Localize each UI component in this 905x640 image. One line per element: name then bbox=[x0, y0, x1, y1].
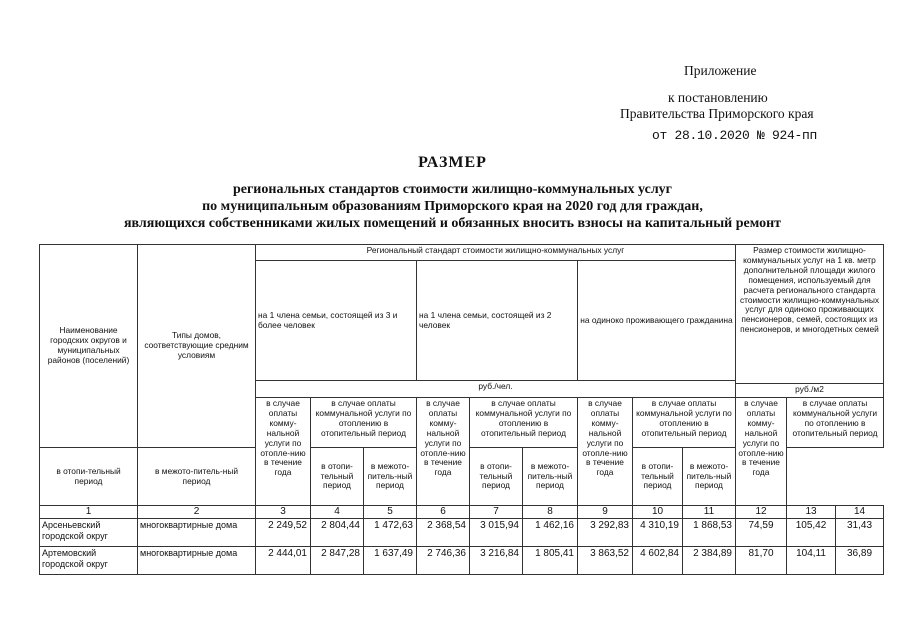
header-interheating-period: в межото-питель-ный период bbox=[364, 448, 417, 506]
column-index: 7 bbox=[470, 506, 523, 519]
header-year-heating: в случае оплаты комму-нальной услуги по отопле-нию в течение года bbox=[578, 398, 633, 506]
value-cell: 2 746,36 bbox=[417, 547, 470, 575]
standards-table bbox=[39, 244, 884, 575]
header-interheating-period: в межото-питель-ный период bbox=[523, 448, 578, 506]
header-period-heating: в случае оплаты коммунальной услуги по отоплению в отопительный период bbox=[311, 398, 417, 448]
column-index: 5 bbox=[364, 506, 417, 519]
value-cell: 2 384,89 bbox=[683, 547, 736, 575]
unit-rub-per-m2: руб./м2 bbox=[736, 384, 884, 398]
header-interheating-period: в межото-питель-ный период bbox=[683, 448, 736, 506]
column-index: 2 bbox=[138, 506, 256, 519]
column-index-row bbox=[40, 506, 884, 519]
value-cell: 4 310,19 bbox=[633, 519, 683, 547]
column-index: 13 bbox=[787, 506, 836, 519]
header-single-citizen: на одиноко проживающего гражданина bbox=[578, 261, 736, 381]
header-heating-period: в отопи-тельный период bbox=[633, 448, 683, 506]
header-year-heating: в случае оплаты комму-нальной услуги по отопле-нию в течение года bbox=[256, 398, 311, 506]
header-period-heating: в случае оплаты коммунальной услуги по отоплению в отопительный период bbox=[633, 398, 736, 448]
header-period-heating: в случае оплаты коммунальной услуги по отоплению в отопительный период bbox=[787, 398, 884, 448]
column-index: 3 bbox=[256, 506, 311, 519]
resolution-date-number: от 28.10.2020 № 924-пп bbox=[652, 128, 818, 143]
column-index: 4 bbox=[311, 506, 364, 519]
value-cell: 3 292,83 bbox=[578, 519, 633, 547]
value-cell: 2 804,44 bbox=[311, 519, 364, 547]
value-cell: 1 462,16 bbox=[523, 519, 578, 547]
value-cell: 2 847,28 bbox=[311, 547, 364, 575]
value-cell: 81,70 bbox=[736, 547, 787, 575]
value-cell: 74,59 bbox=[736, 519, 787, 547]
value-cell: 3 216,84 bbox=[470, 547, 523, 575]
unit-rub-per-person: руб./чел. bbox=[256, 381, 736, 398]
value-cell: 4 602,84 bbox=[633, 547, 683, 575]
column-index: 11 bbox=[683, 506, 736, 519]
document-subtitle-3: являющихся собственниками жилых помещений и обязанных вносить взносы на капитальный ремонт bbox=[123, 216, 782, 231]
resolution-ref: к постановлению bbox=[668, 90, 768, 105]
document-title: РАЗМЕР bbox=[418, 154, 487, 171]
value-cell: 1 868,53 bbox=[683, 519, 736, 547]
value-cell: 36,89 bbox=[836, 547, 884, 575]
value-cell: 105,42 bbox=[787, 519, 836, 547]
header-year-heating: в случае оплаты комму-нальной услуги по отопле-нию в течение года bbox=[736, 398, 787, 506]
header-year-heating: в случае оплаты комму-нальной услуги по отопле-нию в течение года bbox=[417, 398, 470, 506]
header-period-heating: в случае оплаты коммунальной услуги по отоплению в отопительный период bbox=[470, 398, 578, 448]
value-cell: 1 637,49 bbox=[364, 547, 417, 575]
column-index: 6 bbox=[417, 506, 470, 519]
document-subtitle-1: региональных стандартов стоимости жилищно-коммунальных услуг bbox=[232, 182, 673, 197]
table-row bbox=[40, 519, 884, 547]
column-index: 10 bbox=[633, 506, 683, 519]
value-cell: 3 863,52 bbox=[578, 547, 633, 575]
header-regional-standard: Региональный стандарт стоимости жилищно-коммунальных услуг bbox=[256, 245, 736, 261]
value-cell: 104,11 bbox=[787, 547, 836, 575]
value-cell: 2 368,54 bbox=[417, 519, 470, 547]
house-type: многоквартирные дома bbox=[138, 519, 256, 547]
header-interheating-period: в межото-питель-ный период bbox=[138, 448, 256, 506]
document-subtitle-2: по муниципальным образованиям Приморского края на 2020 год для граждан, bbox=[202, 199, 703, 214]
appendix-label: Приложение bbox=[684, 63, 757, 78]
municipality-name: Арсеньевский городской округ bbox=[40, 519, 138, 547]
municipality-name: Артемовский городской округ bbox=[40, 547, 138, 575]
value-cell: 3 015,94 bbox=[470, 519, 523, 547]
header-heating-period: в отопи-тельный период bbox=[311, 448, 364, 506]
header-additional-area-cost: Размер стоимости жилищно-коммунальных услуг на 1 кв. метр дополнительной площади жилого помещения, используемый для расчета регионального стандарта стоимости жилищно-коммунальных услуг для одиноко проживающих пенсионеров, семей, состоящих из пенсионеров, и многодетных семей bbox=[736, 245, 884, 384]
house-type: многоквартирные дома bbox=[138, 547, 256, 575]
header-heating-period: в отопи-тельный период bbox=[40, 448, 138, 506]
table-row bbox=[40, 547, 884, 575]
value-cell: 2 444,01 bbox=[256, 547, 311, 575]
value-cell: 2 249,52 bbox=[256, 519, 311, 547]
column-index: 12 bbox=[736, 506, 787, 519]
value-cell: 1 472,63 bbox=[364, 519, 417, 547]
column-index: 8 bbox=[523, 506, 578, 519]
header-heating-period: в отопи-тельный период bbox=[470, 448, 523, 506]
value-cell: 1 805,41 bbox=[523, 547, 578, 575]
column-index: 14 bbox=[836, 506, 884, 519]
government-ref: Правительства Приморского края bbox=[620, 106, 814, 121]
header-family-2: на 1 члена семьи, состоящей из 2 человек bbox=[417, 261, 578, 381]
column-index: 9 bbox=[578, 506, 633, 519]
column-index: 1 bbox=[40, 506, 138, 519]
header-house-type: Типы домов, соответствующие средним условиям bbox=[138, 245, 256, 448]
header-family-3plus: на 1 члена семьи, состоящей из 3 и более человек bbox=[256, 261, 417, 381]
value-cell: 31,43 bbox=[836, 519, 884, 547]
header-municipality: Наименование городских округов и муниципальных районов (поселений) bbox=[40, 245, 138, 448]
